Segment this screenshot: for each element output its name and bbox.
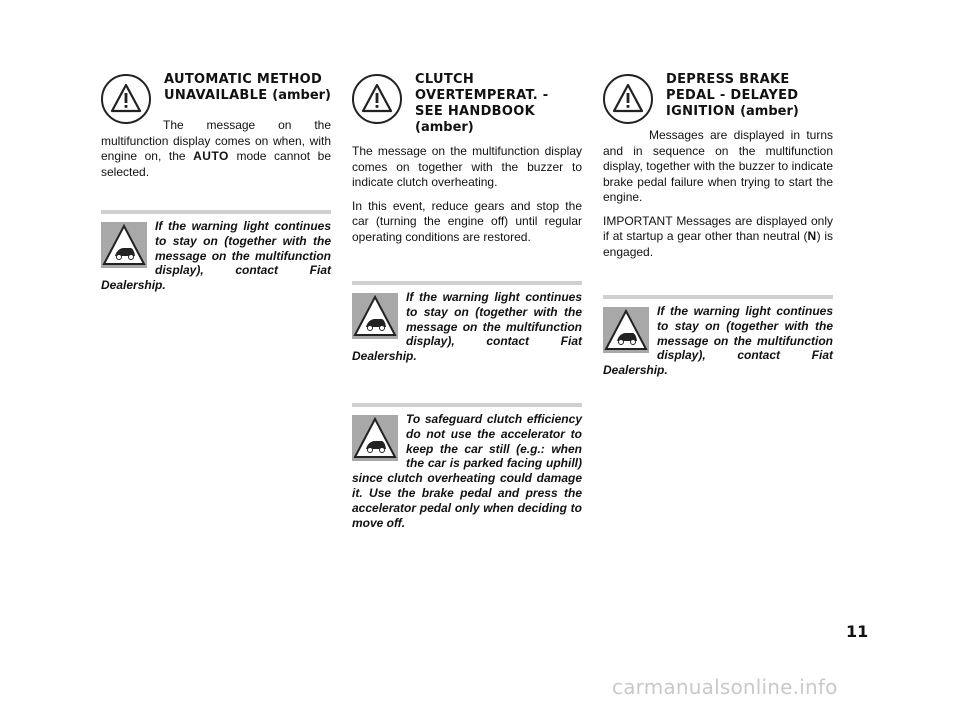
note-text: If the warning light continues to stay on (together with the message on the multifunction display), contact Fiat Dealership. — [352, 290, 582, 364]
warning-note — [101, 210, 331, 293]
section-title: CLUTCH OVERTEMPERAT. - SEE HANDBOOK (amber) — [415, 72, 549, 135]
car-warning-icon — [603, 307, 649, 353]
car-warning-icon — [101, 222, 147, 268]
note-text: If the warning light continues to stay on (together with the message on the multifunction display), contact Fiat Dealership. — [603, 304, 833, 378]
warning-note — [352, 281, 582, 364]
warning-triangle-icon — [101, 74, 151, 124]
warning-triangle-icon — [603, 74, 653, 124]
section-title: DEPRESS BRAKE PEDAL - DELAYED IGNITION (amber) — [666, 72, 799, 119]
note-text: If the warning light continues to stay on (together with the message on the multifunction display), contact Fiat Dealership. — [101, 219, 331, 293]
body-paragraph: The message on the multifunction display comes on when, with engine on, the AUTO mode cannot be selected. — [101, 118, 331, 179]
body-paragraph: The message on the multifunction display comes on together with the buzzer to indicate clutch overheating. — [352, 144, 582, 189]
section-header — [101, 72, 331, 138]
warning-note — [603, 295, 833, 378]
body-paragraph: IMPORTANT Messages are displayed only if at startup a gear other than neutral (N) is engaged. — [603, 213, 833, 259]
column-clutch-overtemperature — [352, 0, 582, 530]
car-warning-icon — [352, 415, 398, 461]
watermark: carmanualsonline.info — [612, 675, 838, 699]
column-depress-brake-pedal — [603, 0, 833, 378]
section-header — [603, 72, 833, 138]
page-number: 11 — [846, 622, 869, 641]
section-title: AUTOMATIC METHOD UNAVAILABLE (amber) — [164, 72, 331, 103]
warning-triangle-icon — [352, 74, 402, 124]
body-paragraph: Messages are displayed in turns and in sequence on the multifunction display, together with the buzzer to indicate brake pedal failure when trying to start the engine. — [603, 128, 833, 204]
caution-note — [352, 403, 582, 530]
section-header — [352, 72, 582, 144]
car-warning-icon — [352, 293, 398, 339]
column-automatic-method — [101, 0, 331, 293]
note-text: To safeguard clutch efficiency do not use the accelerator to keep the car still (e.g.: when the car is parked facing uphill) since clutch overheating could damage it. Use the brake pedal and press the accelerator pedal only when deciding to move off. — [352, 412, 582, 530]
body-paragraph: In this event, reduce gears and stop the car (turning the engine off) until regular operating conditions are restored. — [352, 198, 582, 244]
